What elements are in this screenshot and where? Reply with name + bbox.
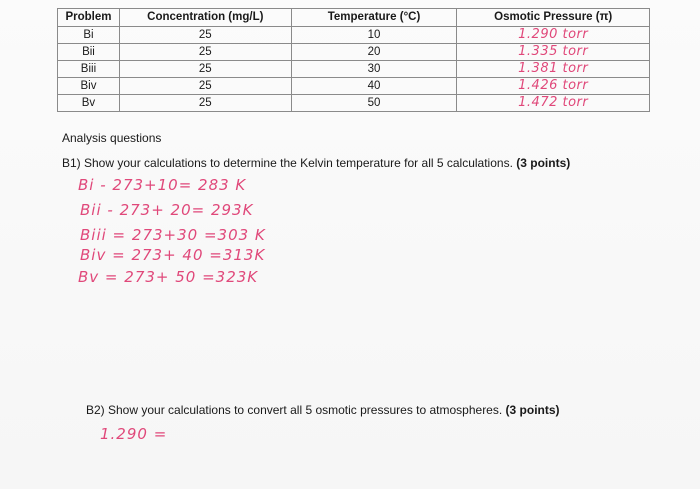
header-problem: Problem (58, 9, 120, 27)
b1-work-line: Bv = 273+ 50 =323K (78, 268, 259, 286)
cell-temperature: 10 (291, 27, 457, 44)
cell-concentration: 25 (119, 95, 291, 112)
cell-problem: Bii (58, 44, 120, 61)
cell-pressure (457, 61, 650, 78)
b2-points: (3 points) (505, 403, 560, 417)
cell-problem: Biii (58, 61, 120, 78)
table-row (58, 95, 650, 112)
data-table (57, 8, 650, 112)
cell-concentration: 25 (119, 27, 291, 44)
handwritten-pressure: 1.290 torr (518, 27, 589, 42)
b2-work: 1.290 = (100, 425, 168, 443)
b1-question-text: B1) Show your calculations to determine the Kelvin temperature for all 5 calculations. (62, 156, 513, 170)
table-row (58, 44, 650, 61)
handwritten-pressure: 1.426 torr (518, 78, 589, 93)
b1-work-line: Biv = 273+ 40 =313K (80, 246, 266, 264)
cell-pressure (457, 44, 650, 61)
table-row (58, 78, 650, 95)
cell-temperature: 50 (291, 95, 457, 112)
cell-pressure (457, 27, 650, 44)
table-row (58, 27, 650, 44)
cell-temperature: 30 (291, 61, 457, 78)
header-concentration: Concentration (mg/L) (119, 9, 291, 27)
handwritten-pressure: 1.381 torr (518, 61, 589, 76)
cell-temperature: 40 (291, 78, 457, 95)
cell-concentration: 25 (119, 78, 291, 95)
cell-problem: Biv (58, 78, 120, 95)
header-osmotic-pressure: Osmotic Pressure (π) (457, 9, 650, 27)
cell-concentration: 25 (119, 61, 291, 78)
cell-pressure (457, 78, 650, 95)
handwritten-pressure: 1.335 torr (518, 44, 589, 59)
analysis-heading: Analysis questions (62, 131, 162, 145)
b1-work-line: Bi - 273+10= 283 K (78, 176, 247, 194)
table-row (58, 61, 650, 78)
handwritten-pressure: 1.472 torr (518, 95, 589, 110)
b1-question (62, 156, 570, 170)
b2-question (86, 403, 560, 417)
b2-question-text: B2) Show your calculations to convert all 5 osmotic pressures to atmospheres. (86, 403, 503, 417)
cell-pressure (457, 95, 650, 112)
cell-temperature: 20 (291, 44, 457, 61)
cell-problem: Bi (58, 27, 120, 44)
b1-work-line: Biii = 273+30 =303 K (80, 226, 266, 244)
cell-concentration: 25 (119, 44, 291, 61)
cell-problem: Bv (58, 95, 120, 112)
b1-points: (3 points) (516, 156, 571, 170)
header-temperature: Temperature (°C) (291, 9, 457, 27)
table-header-row (58, 9, 650, 27)
b1-work-line: Bii - 273+ 20= 293K (80, 201, 254, 219)
